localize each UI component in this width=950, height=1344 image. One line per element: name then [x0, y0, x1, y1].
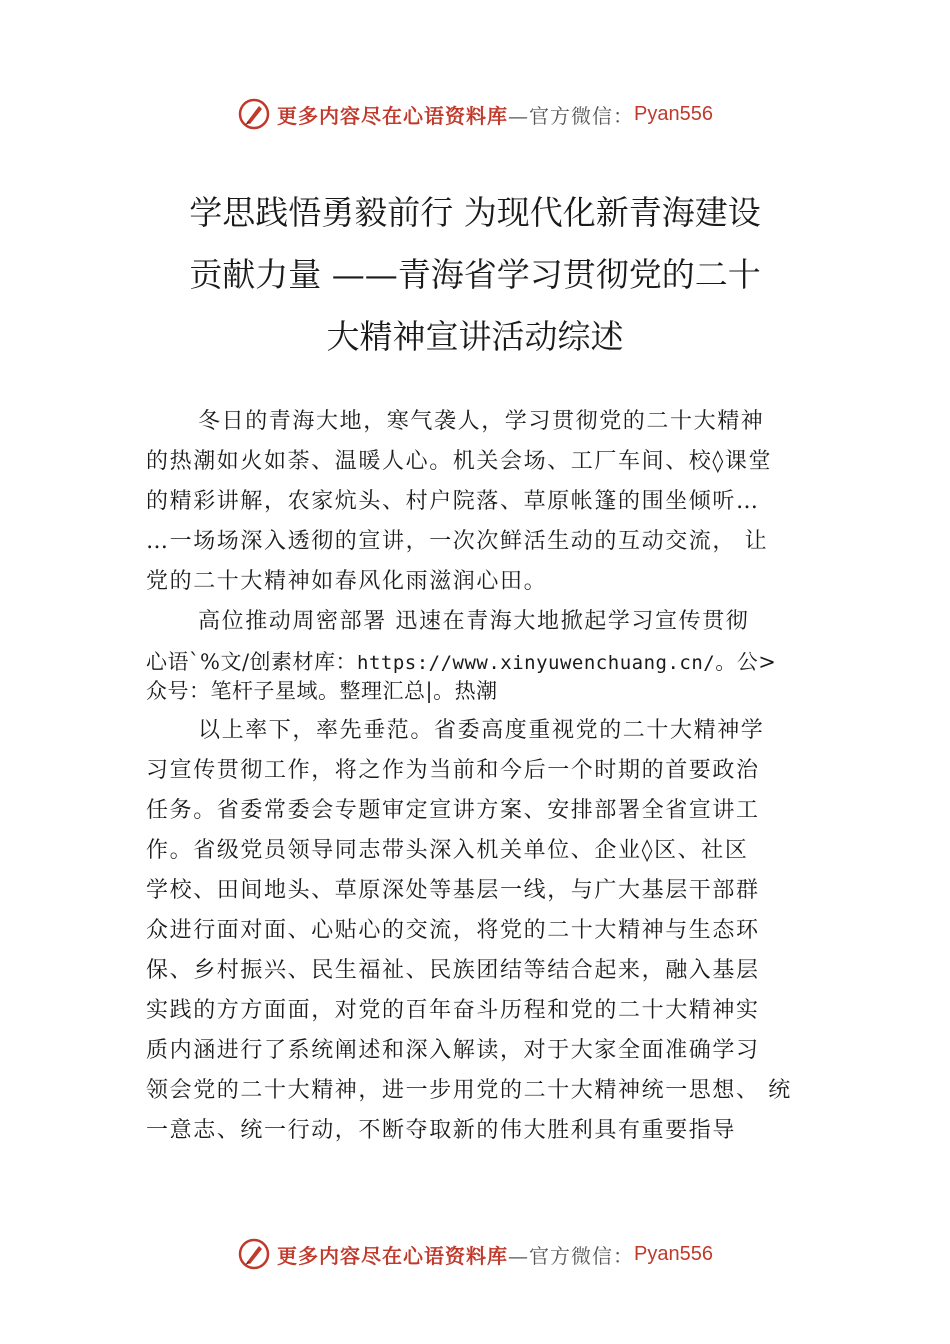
article-title [100, 182, 850, 368]
paragraph-line: …一场场深入透彻的宣讲，一次次鲜活生动的互动交流， 让 [146, 529, 769, 554]
paragraph-line: 实践的方方面面，对党的百年奋斗历程和党的二十大精神实 [146, 998, 760, 1023]
watermark-line: 众号：笔杆子星域。整理汇总|。热潮 [146, 679, 498, 703]
paragraph-line: 以上率下，率先垂范。省委高度重视党的二十大精神学 [198, 718, 765, 743]
section-heading: 高位推动周密部署 迅速在青海大地掀起学习宣传贯彻 [198, 609, 750, 634]
watermark-text: 。公> [715, 650, 777, 674]
paragraph-line: 质内涵进行了系统阐述和深入解读，对于大家全面准确学习 [146, 1038, 760, 1063]
paragraph-line: 的精彩讲解，农家炕头、村户院落、草原帐篷的围坐倾听… [146, 489, 760, 514]
banner-wechat-label: —官方微信： [508, 1243, 635, 1268]
paragraph-line: 一意志、统一行动，不断夺取新的伟大胜利具有重要指导 [146, 1118, 737, 1143]
paragraph-line: 众进行面对面、心贴心的交流，将党的二十大精神与生态环 [146, 918, 760, 943]
title-line: 贡献力量 ——青海省学习贯彻党的二十 [189, 255, 761, 294]
article-body [146, 402, 826, 1151]
watermark-url: https://www.xinyuwenchuang.cn/ [357, 652, 716, 674]
banner-wechat-id: Pyan556 [634, 1242, 713, 1265]
banner-main-text: 更多内容尽在心语资料库 [277, 1243, 509, 1268]
paragraph-line: 保、乡村振兴、民生福祉、民族团结等结合起来，融入基层 [146, 958, 760, 983]
title-line: 大精神宣讲活动综述 [326, 317, 624, 356]
watermark-text: 心语`%文/创素材库： [146, 650, 358, 674]
paragraph-line: 领会党的二十大精神，进一步用党的二十大精神统一思想、 统 [146, 1078, 792, 1103]
paragraph-line: 作。省级党员领导同志带头深入机关单位、企业◊区、社区 [146, 838, 749, 863]
paragraph-line: 冬日的青海大地，寒气袭人，学习贯彻党的二十大精神 [198, 409, 765, 434]
footer-banner [0, 1232, 950, 1276]
header-banner [0, 92, 950, 136]
watermark-line [146, 648, 826, 677]
pen-nib-logo-icon [237, 1237, 271, 1271]
title-line: 学思践悟勇毅前行 为现代化新青海建设 [189, 193, 761, 232]
paragraph-line: 任务。省委常委会专题审定宣讲方案、安排部署全省宣讲工 [146, 798, 760, 823]
paragraph-line: 的热潮如火如荼、温暖人心。机关会场、工厂车间、校◊课堂 [146, 449, 773, 474]
paragraph-line: 学校、田间地头、草原深处等基层一线，与广大基层干部群 [146, 878, 760, 903]
paragraph-line: 习宣传贯彻工作，将之作为当前和今后一个时期的首要政治 [146, 758, 760, 783]
paragraph-line: 党的二十大精神如春风化雨滋润心田。 [146, 569, 548, 594]
banner-wechat-id: Pyan556 [634, 102, 713, 125]
banner-main-text: 更多内容尽在心语资料库 [277, 103, 509, 128]
banner-wechat-label: —官方微信： [508, 103, 635, 128]
pen-nib-logo-icon [237, 97, 271, 131]
